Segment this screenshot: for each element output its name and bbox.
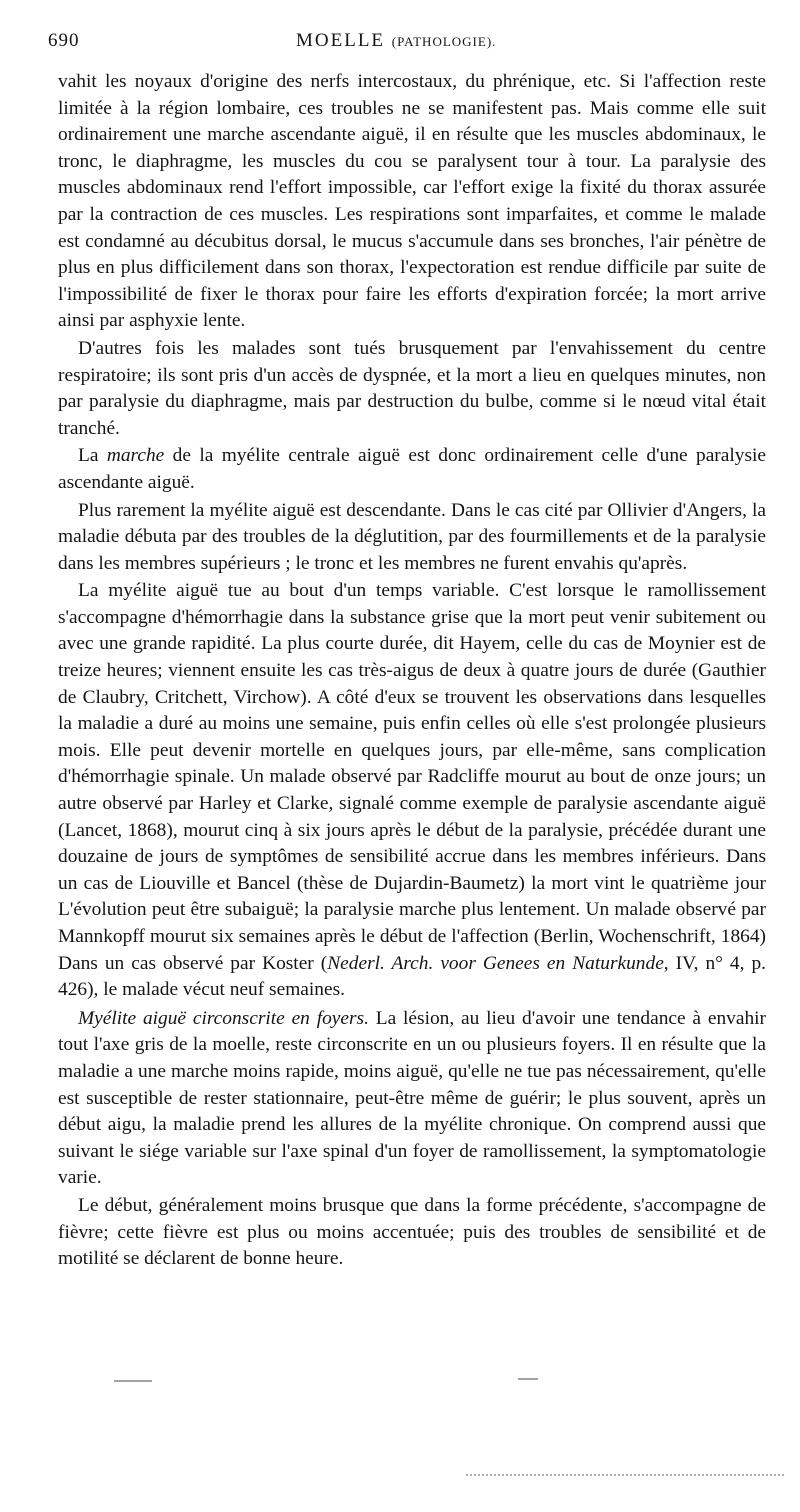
text-run: La: [78, 445, 107, 467]
scan-mark: [518, 1378, 538, 1380]
running-head-subtitle: (PATHOLOGIE).: [391, 34, 497, 49]
italic-term: marche: [106, 445, 165, 467]
page-number: 690: [48, 30, 80, 51]
paragraph: D'autres fois les malades sont tués brusquement par l'envahissement du centre respiratoire; ils sont pris d'un accès de dyspnée, et la mort a lieu en quelques minutes, non par paralysie du diaphragme, mais par destruction du bulbe, comme si le nœud vital était tranché.: [58, 337, 766, 439]
body-text: [58, 69, 766, 1273]
text-run: La lésion, au lieu d'avoir une tendance à envahir tout l'axe gris de la moelle, reste circonscrite en un ou plusieurs foyers. Il en résulte que la maladie a une marche moins rapide, moins aiguë, qu'elle ne tue pas nécessairement, qu'elle est susceptible de rester stationnaire, peut-être même de guérir; le plus souvent, après un début aigu, la maladie prend les allures de la myélite chronique. On comprend aussi que suivant le siége variable sur l'axe spinal d'un foyer de ramollissement, la symptomatologie varie.: [58, 1007, 766, 1189]
page-header: [48, 30, 768, 60]
text-run: La myélite aiguë tue au bout d'un temps variable. C'est lorsque le ramollissement s'accompagne d'hémorrhagie dans la substance grise que la mort peut venir subitement ou avec une grande rapidité. La plus courte durée, dit Hayem, celle du cas de Moynier est de treize heures; viennent ensuite les cas très-aigus de deux à quatre jours de durée (Gauthier de Claubry, Critchett, Virchow). A côté d'eux se trouvent les observations dans lesquelles la maladie a duré au moins une semaine, puis enfin celles où elle s'est prolongée plusieurs mois. Elle peut devenir mortelle en quelques jours, par elle-même, sans complication d'hémorrhagie spinale. Un malade observé par Radcliffe mourut au bout de onze jours; un autre observé par Harley et Clarke, signalé comme exemple de paralysie ascendante aiguë (Lancet, 1868), mourut cinq à six jours après le début de la paralysie, précédée durant une douzaine de jours de symptômes de sensibilité accrue dans les membres inférieurs. Dans un cas de Liouville et Bancel (thèse de Dujardin-Baumetz) la mort vint le quatrième jour L'évolution peut être subaiguë; la paralysie marche plus lentement. Un malade observé par Mannkopff mourut six semaines après le début de l'affection (Berlin, Wochenschrift, 1864) Dans un cas observé par Koster (: [58, 580, 766, 974]
running-head-title: MOELLE: [296, 30, 386, 51]
paragraph: Le début, généralement moins brusque que dans la forme précédente, s'accompagne de fièvre; cette fièvre est plus ou moins accentuée; puis des troubles de sensibilité et de motilité se déclarent de bonne heure.: [58, 1194, 766, 1270]
running-head: [296, 30, 496, 52]
bottom-rule: [466, 1474, 784, 1478]
paragraph: [58, 443, 766, 496]
paragraph: [58, 578, 766, 1004]
scan-mark: [114, 1380, 152, 1382]
italic-citation: Nederl. Arch. voor Genees en Naturkunde: [327, 952, 664, 974]
text-run: de la myélite centrale aiguë est donc ordinairement celle d'une paralysie ascendante aiguë.: [58, 445, 766, 493]
text-run: , IV, n° 4, p. 426), le malade vécut neuf semaines.: [58, 952, 766, 1001]
section-heading: Myélite aiguë circonscrite en foyers.: [78, 1007, 369, 1029]
scan-artifacts: [110, 1378, 610, 1388]
paragraph: Plus rarement la myélite aiguë est descendante. Dans le cas cité par Ollivier d'Angers, la maladie débuta par des troubles de la déglutition, par des fourmillements et de la paralysie dans les membres supérieurs ; le tronc et les membres ne furent envahis qu'après.: [58, 499, 766, 574]
paragraph: [58, 1006, 766, 1192]
paragraph: vahit les noyaux d'origine des nerfs intercostaux, du phrénique, etc. Si l'affection reste limitée à la région lombaire, ces troubles ne se manifestent pas. Mais comme elle suit ordinairement une marche ascendante aiguë, il en résulte que les muscles abdominaux, le tronc, le diaphragme, les muscles du cou se paralysent tour à tour. La paralysie des muscles abdominaux rend l'effort impossible, car l'effort exige la fixité du thorax assurée par la contraction de ces muscles. Les respirations sont imparfaites, et comme le malade est condamné au décubitus dorsal, le mucus s'accumule dans ses bronches, l'air pénètre de plus en plus difficilement dans son thorax, l'expectoration est rendue difficile par suite de l'impossibilité de fixer le thorax pour faire les efforts d'expiration forcée; la mort arrive ainsi par asphyxie lente.: [58, 71, 766, 332]
